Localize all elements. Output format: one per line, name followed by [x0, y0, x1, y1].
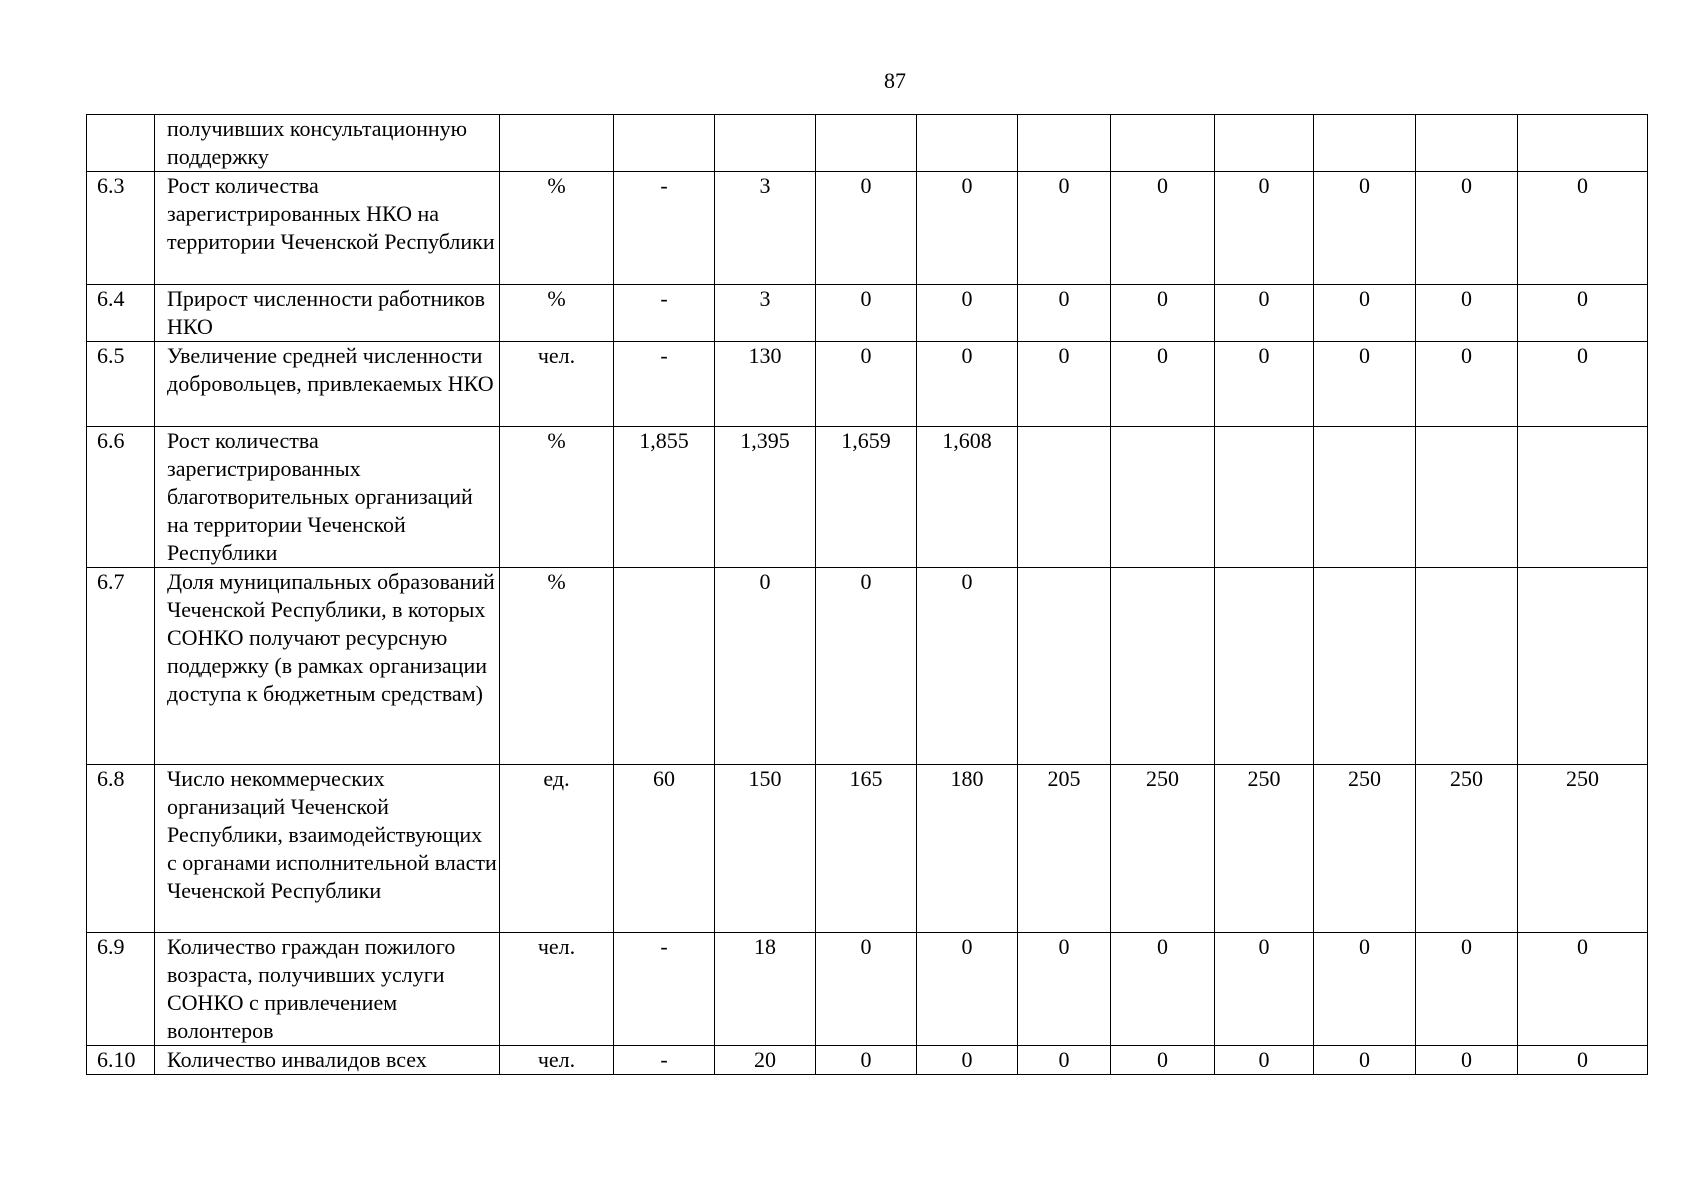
value-cell: 0 — [816, 342, 917, 427]
value-cell: 0 — [1314, 342, 1416, 427]
value-cell: 0 — [1518, 172, 1648, 285]
value-cell: 1,659 — [816, 427, 917, 568]
value-cell: 0 — [1416, 172, 1518, 285]
value-cell: 3 — [715, 285, 816, 342]
value-cell — [1018, 427, 1111, 568]
row-number-cell: 6.3 — [87, 172, 155, 285]
indicator-name-cell: Количество граждан пожилого возраста, получивших услуги СОНКО с привлечением волонтеров — [155, 933, 500, 1046]
unit-cell: % — [500, 427, 614, 568]
value-cell: 0 — [1111, 342, 1215, 427]
value-cell: 0 — [917, 568, 1018, 765]
value-cell: - — [614, 933, 715, 1046]
value-cell — [1215, 568, 1314, 765]
unit-cell: % — [500, 285, 614, 342]
value-cell: 0 — [1416, 342, 1518, 427]
value-cell: 0 — [816, 1046, 917, 1075]
value-cell: 0 — [1314, 1046, 1416, 1075]
value-cell: 0 — [1518, 342, 1648, 427]
unit-cell: ед. — [500, 765, 614, 933]
table-row — [87, 568, 1648, 765]
value-cell: 0 — [1416, 285, 1518, 342]
indicator-name-cell: Число некоммерческих организаций Чеченской Республики, взаимодействующих с органами исполнительной власти Чеченской Республики — [155, 765, 500, 933]
value-cell: 250 — [1111, 765, 1215, 933]
unit-cell: % — [500, 172, 614, 285]
value-cell: 0 — [1314, 285, 1416, 342]
value-cell — [715, 115, 816, 172]
value-cell: 180 — [917, 765, 1018, 933]
indicator-name-cell: Количество инвалидов всех — [155, 1046, 500, 1075]
value-cell: 0 — [816, 285, 917, 342]
unit-cell — [500, 115, 614, 172]
table-row — [87, 1046, 1648, 1075]
value-cell: 20 — [715, 1046, 816, 1075]
value-cell — [1314, 115, 1416, 172]
page-number: 87 — [884, 68, 906, 93]
value-cell — [1111, 115, 1215, 172]
value-cell — [1518, 568, 1648, 765]
row-number-cell: 6.9 — [87, 933, 155, 1046]
value-cell: 18 — [715, 933, 816, 1046]
value-cell: 0 — [816, 568, 917, 765]
indicator-name-cell: Доля муниципальных образований Чеченской Республики, в которых СОНКО получают ресурсную поддержку (в рамках организации доступа к бюджетным средствам) — [155, 568, 500, 765]
unit-cell: чел. — [500, 1046, 614, 1075]
value-cell: 165 — [816, 765, 917, 933]
value-cell: 250 — [1416, 765, 1518, 933]
value-cell: 0 — [1111, 1046, 1215, 1075]
value-cell: 0 — [1018, 1046, 1111, 1075]
value-cell: 0 — [1416, 1046, 1518, 1075]
value-cell: 0 — [1018, 172, 1111, 285]
value-cell: - — [614, 1046, 715, 1075]
value-cell — [614, 568, 715, 765]
value-cell: 0 — [816, 172, 917, 285]
value-cell: 0 — [1518, 1046, 1648, 1075]
table-row — [87, 115, 1648, 172]
value-cell: 205 — [1018, 765, 1111, 933]
value-cell: 0 — [1314, 172, 1416, 285]
value-cell: 0 — [1111, 933, 1215, 1046]
value-cell — [1111, 568, 1215, 765]
value-cell: 60 — [614, 765, 715, 933]
value-cell: 0 — [917, 1046, 1018, 1075]
value-cell: 0 — [917, 172, 1018, 285]
row-number-cell: 6.8 — [87, 765, 155, 933]
unit-cell: чел. — [500, 933, 614, 1046]
indicator-name-cell: Увеличение средней численности добровольцев, привлекаемых НКО — [155, 342, 500, 427]
value-cell: 0 — [1215, 933, 1314, 1046]
value-cell — [614, 115, 715, 172]
table-row — [87, 285, 1648, 342]
value-cell: 0 — [917, 342, 1018, 427]
value-cell: 0 — [1416, 933, 1518, 1046]
value-cell — [1314, 427, 1416, 568]
value-cell — [1416, 568, 1518, 765]
value-cell: 0 — [1215, 1046, 1314, 1075]
value-cell: 0 — [1018, 285, 1111, 342]
value-cell: 0 — [1215, 285, 1314, 342]
value-cell: - — [614, 342, 715, 427]
value-cell: 1,608 — [917, 427, 1018, 568]
value-cell: 150 — [715, 765, 816, 933]
indicator-name-cell: Рост количества зарегистрированных НКО на территории Чеченской Республики — [155, 172, 500, 285]
table-row — [87, 765, 1648, 933]
value-cell: 0 — [917, 285, 1018, 342]
value-cell — [1018, 115, 1111, 172]
value-cell: 250 — [1215, 765, 1314, 933]
row-number-cell — [87, 115, 155, 172]
value-cell: - — [614, 285, 715, 342]
row-number-cell: 6.4 — [87, 285, 155, 342]
value-cell: 0 — [1215, 172, 1314, 285]
value-cell: 0 — [715, 568, 816, 765]
table-body — [87, 115, 1648, 1075]
value-cell: 250 — [1314, 765, 1416, 933]
value-cell: 130 — [715, 342, 816, 427]
value-cell: - — [614, 172, 715, 285]
indicators-table — [86, 114, 1648, 1075]
value-cell — [1314, 568, 1416, 765]
table-row — [87, 342, 1648, 427]
value-cell: 0 — [1314, 933, 1416, 1046]
table-row — [87, 172, 1648, 285]
indicator-name-cell: Прирост численности работников НКО — [155, 285, 500, 342]
value-cell: 0 — [1111, 172, 1215, 285]
row-number-cell: 6.7 — [87, 568, 155, 765]
value-cell — [816, 115, 917, 172]
table-row — [87, 427, 1648, 568]
value-cell: 250 — [1518, 765, 1648, 933]
value-cell — [1215, 427, 1314, 568]
value-cell — [917, 115, 1018, 172]
row-number-cell: 6.10 — [87, 1046, 155, 1075]
value-cell: 0 — [1018, 342, 1111, 427]
value-cell: 1,855 — [614, 427, 715, 568]
value-cell — [1111, 427, 1215, 568]
row-number-cell: 6.5 — [87, 342, 155, 427]
table-row — [87, 933, 1648, 1046]
value-cell — [1018, 568, 1111, 765]
value-cell: 0 — [917, 933, 1018, 1046]
value-cell: 3 — [715, 172, 816, 285]
row-number-cell: 6.6 — [87, 427, 155, 568]
unit-cell: % — [500, 568, 614, 765]
value-cell: 0 — [1518, 285, 1648, 342]
value-cell — [1518, 115, 1648, 172]
value-cell — [1215, 115, 1314, 172]
value-cell: 0 — [1518, 933, 1648, 1046]
value-cell: 0 — [1111, 285, 1215, 342]
value-cell: 0 — [816, 933, 917, 1046]
value-cell — [1416, 115, 1518, 172]
value-cell: 1,395 — [715, 427, 816, 568]
value-cell — [1416, 427, 1518, 568]
indicator-name-cell: Рост количества зарегистрированных благотворительных организаций на территории Чеченской Республики — [155, 427, 500, 568]
value-cell — [1518, 427, 1648, 568]
unit-cell: чел. — [500, 342, 614, 427]
value-cell: 0 — [1215, 342, 1314, 427]
indicator-name-cell: получивших консультационную поддержку — [155, 115, 500, 172]
value-cell: 0 — [1018, 933, 1111, 1046]
